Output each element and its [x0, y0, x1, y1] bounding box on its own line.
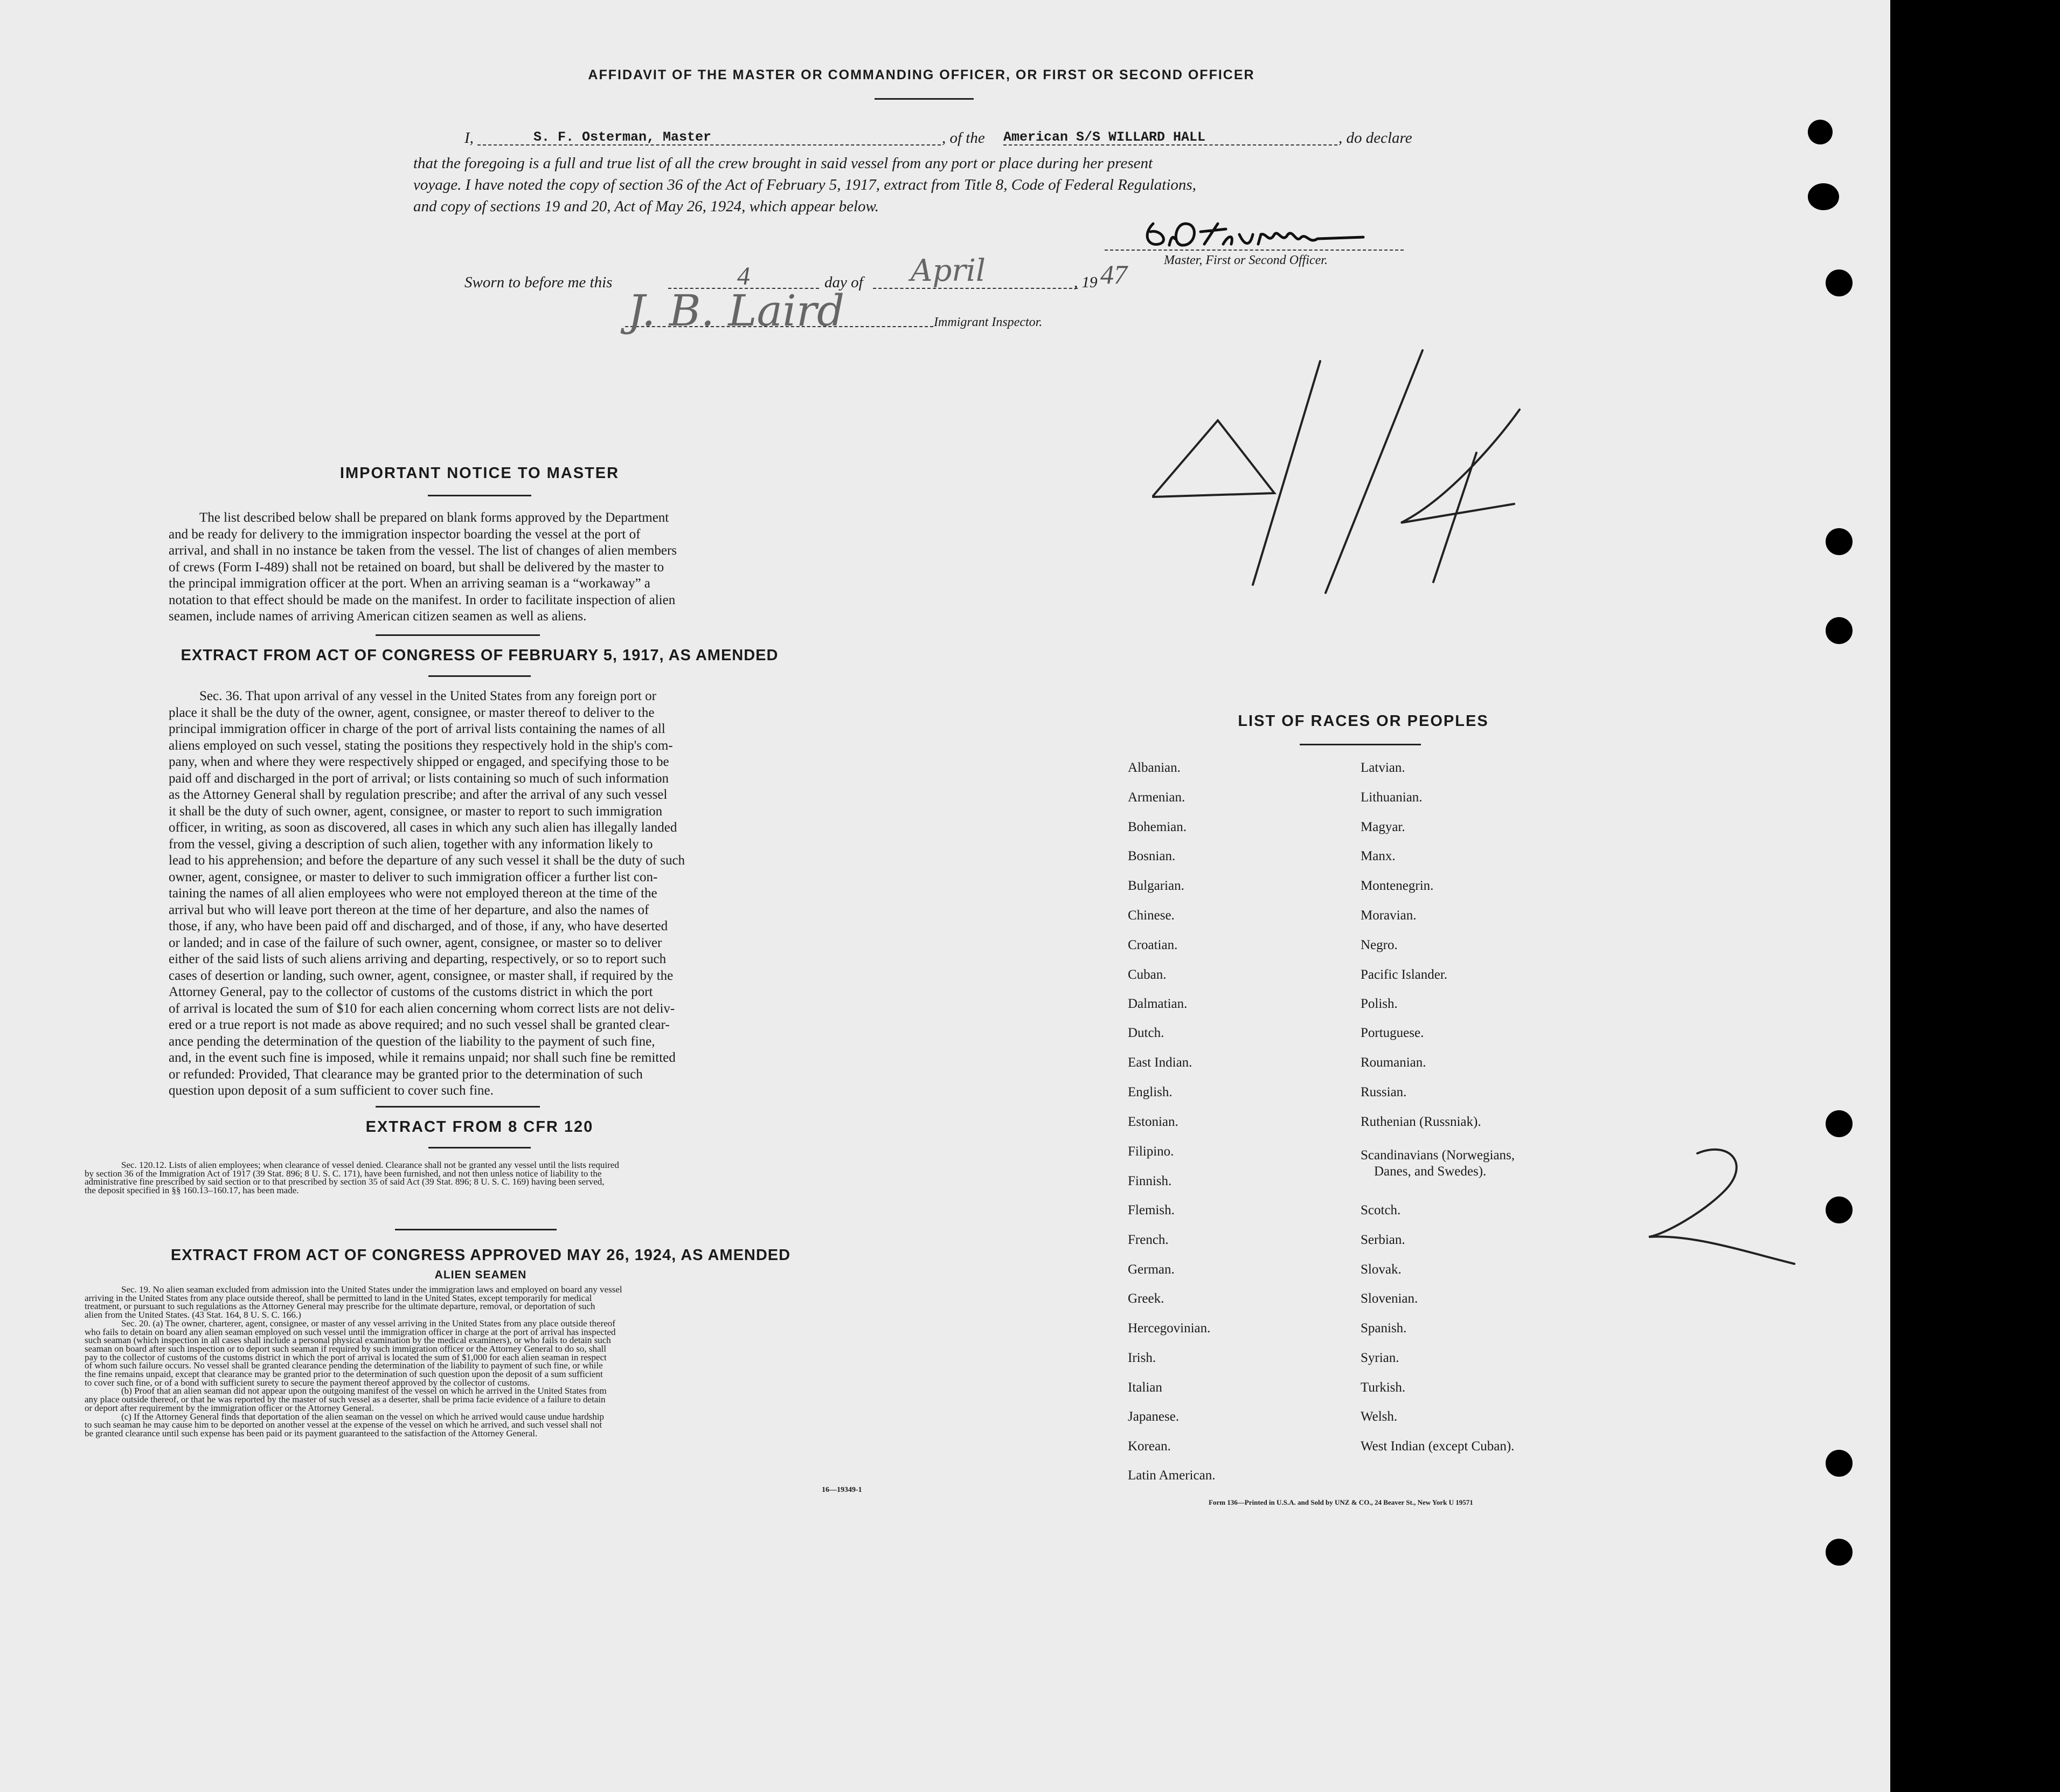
race-left-item: Bulgarian.: [1128, 878, 1184, 893]
race-left-item: Finnish.: [1128, 1174, 1172, 1188]
notice-line: and be ready for delivery to the immigration inspector boarding the vessel at the port of: [169, 527, 641, 542]
extract-1924-line: pay to the collector of customs of the customs district in which the port of arrival is located the sum of $1,000 for each alien seaman in respect: [85, 1352, 607, 1362]
sworn-month-value: April: [911, 253, 986, 288]
race-right-item: Latvian.: [1361, 760, 1405, 775]
race-left-item: East Indian.: [1128, 1055, 1192, 1070]
race-right-item: Turkish.: [1361, 1380, 1406, 1395]
extract-1917-line: place it shall be the duty of the owner, agent, consignee, or master thereof to deliver to the: [169, 705, 655, 720]
extract-cfr-title-rule: [428, 1147, 531, 1148]
inspector-signature: J. B. Laird: [628, 286, 845, 336]
punch-hole: [1826, 617, 1853, 644]
extract-1924-line: (b) Proof that an alien seaman did not appear upon the outgoing manifest of the vessel on which he arrived in the United States from: [121, 1386, 607, 1396]
extract-1917-line: taining the names of all alien employees who were not employed thereon at the time of the: [169, 886, 657, 901]
inspector-caption: Immigrant Inspector.: [934, 315, 1043, 329]
extract-cfr-paragraph: [85, 1161, 877, 1195]
extract-1924-line: Sec. 20. (a) The owner, charterer, agent, consignee, or master of any vessel arriving in the United States from any place outside thereof: [121, 1318, 615, 1329]
extract-1924-subtitle: ALIEN SEAMEN: [434, 1269, 527, 1281]
race-right-item: Spanish.: [1361, 1321, 1407, 1336]
extract-1917-line: it shall be the duty of such owner, agent, consignee, or master to report to such immigration: [169, 804, 663, 819]
extract-1917-title: EXTRACT FROM ACT OF CONGRESS OF FEBRUARY 5, 1917, AS AMENDED: [181, 647, 779, 664]
race-left-item: Flemish.: [1128, 1203, 1175, 1217]
punch-hole: [1826, 269, 1853, 296]
extract-cfr-line: the deposit specified in §§ 160.13–160.17, has been made.: [85, 1185, 299, 1196]
punch-hole: [1826, 1539, 1853, 1566]
extract-1924-line: seaman on board after such inspection or to deport such seaman if required by such immigration officer or the Attorney General to do so, shall: [85, 1343, 606, 1354]
extract-1917-line: aliens employed on such vessel, stating the positions they respectively hold in the ship's com-: [169, 738, 673, 753]
day-of-label: day of: [824, 274, 863, 291]
extract-1924-line: the fine remains unpaid, except that clearance may be granted prior to the determination of such question upon the deposit of a sum sufficient: [85, 1369, 603, 1380]
extract-1917-line: arrival but who will leave port thereon at the time of her departure, and also the names of: [169, 902, 649, 917]
extract-cfr-line: by section 36 of the Immigration Act of 1917 (39 Stat. 896; 8 U. S. C. 171), have been furnished, and not then unless notice of liability to the: [85, 1168, 602, 1179]
affidavit-of-the: , of the: [942, 129, 985, 147]
notice-line: The list described below shall be prepared on blank forms approved by the Department: [199, 510, 669, 525]
race-left-item: Latin American.: [1128, 1468, 1216, 1483]
extract-1924-line: alien from the United States. (43 Stat. 164, 8 U. S. C. 166.): [85, 1310, 301, 1320]
extract-1917-line: as the Attorney General shall by regulation prescribe; and after the arrival of any such vessel: [169, 787, 668, 802]
extract-1924-line: treatment, or pursuant to such regulations as the Attorney General may prescribe for the ultimate departure, removal, or deportation of such: [85, 1301, 595, 1312]
sworn-label: Sworn to before me this: [464, 274, 613, 291]
extract-1924-line: Sec. 19. No alien seaman excluded from admission into the United States under the immigration laws and employed on board any vessel: [121, 1284, 622, 1295]
handwritten-page-number: [1142, 340, 1530, 604]
notice-line: seamen, include names of arriving American citizen seamen as well as aliens.: [169, 609, 587, 624]
extract-1917-line: paid off and discharged in the port of arrival; or lists containing so much of such information: [169, 771, 669, 786]
race-right-item: Slovenian.: [1361, 1291, 1418, 1306]
race-left-item: Irish.: [1128, 1351, 1156, 1365]
extract-1917-title-rule: [428, 675, 531, 677]
race-right-item: Negro.: [1361, 938, 1398, 952]
race-left-item: Estonian.: [1128, 1115, 1178, 1129]
race-left-item: Japanese.: [1128, 1409, 1180, 1424]
race-right-item: Syrian.: [1361, 1351, 1399, 1365]
race-right-item: Portuguese.: [1361, 1026, 1424, 1040]
sworn-year-value: 47: [1100, 259, 1127, 289]
race-left-item: Chinese.: [1128, 908, 1175, 923]
affidavit-line-4: and copy of sections 19 and 20, Act of May 26, 1924, which appear below.: [413, 198, 879, 215]
extract-1917-line: ered or a true report is not made as above required; and no such vessel shall be granted clear-: [169, 1018, 670, 1032]
races-title-rule: [1300, 744, 1421, 745]
punch-hole: [1826, 1196, 1853, 1223]
extract-1917-line: either of the said lists of such aliens arriving and departing, respectively, or so to report such: [169, 952, 667, 966]
extract-1924-line: such seaman (which inspection in all cases shall include a personal physical examination by the medical examiners), or who fails to detain such: [85, 1335, 611, 1346]
race-right-item: Lithuanian.: [1361, 790, 1423, 805]
extract-1917-line: lead to his apprehension; and before the departure of any such vessel it shall be the duty of such: [169, 853, 685, 868]
punch-hole: [1808, 183, 1839, 210]
race-right-item: Magyar.: [1361, 820, 1405, 834]
race-left-item: Greek.: [1128, 1291, 1164, 1306]
race-left-item: English.: [1128, 1085, 1173, 1099]
extract-1917-bottom-rule: [376, 1106, 540, 1108]
extract-1917-line: cases of desertion or landing, such owner, agent, consignee, or master shall, if required by the: [169, 968, 674, 983]
race-right-item: Manx.: [1361, 849, 1396, 863]
race-left-item: Bohemian.: [1128, 820, 1187, 834]
race-left-item: Armenian.: [1128, 790, 1185, 805]
affidavit-line-3: voyage. I have noted the copy of section 36 of the Act of February 5, 1917, extract from Title 8, Code of Federal Regulations,: [413, 176, 1196, 193]
extract-1917-line: pany, when and where they were respectively shipped or engaged, and specifying those to be: [169, 755, 669, 769]
master-caption: Master, First or Second Officer.: [1164, 253, 1328, 267]
race-left-item: Dalmatian.: [1128, 997, 1188, 1011]
extract-cfr-line: Sec. 120.12. Lists of alien employees; when clearance of vessel denied. Clearance shall not be granted any vessel until the lists required: [121, 1160, 619, 1170]
extract-1917-line: owner, agent, consignee, or master to deliver to such immigration officer a further list con-: [169, 869, 658, 884]
race-right-item: Slovak.: [1361, 1262, 1402, 1277]
extract-1924-paragraph: [85, 1285, 877, 1438]
extract-1924-line: (c) If the Attorney General finds that deportation of the alien seaman on the vessel on which he arrived would cause undue hardship: [121, 1411, 604, 1422]
extract-1917-line: and, in the event such fine is imposed, while it remains unpaid; nor shall such fine be remitted: [169, 1050, 676, 1065]
notice-line: of crews (Form I-489) shall not be retained on board, but shall be delivered by the master to: [169, 559, 664, 575]
extract-cfr-line: administrative fine prescribed by said section or to that prescribed by section 35 of said Act (39 Stat. 896; 8 U. S. C. 169) having been served,: [85, 1177, 605, 1187]
race-left-item: Albanian.: [1128, 760, 1181, 775]
race-left-item: Cuban.: [1128, 967, 1167, 982]
extract-1924-line: of whom such failure occurs. No vessel shall be granted clearance pending the determination of the liability to payment of such fine, or while: [85, 1360, 603, 1371]
extract-1924-line: arriving in the United States from any place outside thereof, shall be permitted to land in the United States, except temporarily for medical: [85, 1292, 592, 1303]
race-right-item: Montenegrin.: [1361, 878, 1434, 893]
extract-1917-line: principal immigration officer in charge of the port of arrival lists containing the names of all: [169, 722, 665, 736]
notice-line: the principal immigration officer at the port. When an arriving seaman is a “workaway” a: [169, 576, 650, 591]
race-left-item: German.: [1128, 1262, 1175, 1277]
notice-title: IMPORTANT NOTICE TO MASTER: [339, 465, 620, 482]
race-right-item: Danes, and Swedes).: [1374, 1164, 1487, 1179]
race-left-item: Italian: [1128, 1380, 1162, 1395]
vessel-name-value: American S/S WILLARD HALL: [1003, 129, 1206, 145]
extract-1924-line: be granted clearance until such expense has been paid or its payment guaranteed to the satisfaction of the Attorney General.: [85, 1428, 538, 1438]
race-right-item: Polish.: [1361, 997, 1398, 1011]
handwritten-count: [1638, 1143, 1800, 1267]
race-right-item: Serbian.: [1361, 1233, 1405, 1247]
extract-1917-line: those, if any, who have been paid off and discharged, and of those, if any, who have deserted: [169, 919, 668, 933]
race-left-item: Dutch.: [1128, 1026, 1164, 1040]
race-right-item: Scotch.: [1361, 1203, 1401, 1217]
race-right-item: Pacific Islander.: [1361, 967, 1448, 982]
master-name-value: S. F. Osterman, Master: [533, 129, 712, 145]
race-left-item: Bosnian.: [1128, 849, 1176, 863]
affidavit-line-2: that the foregoing is a full and true list of all the crew brought in said vessel from any port or place during her present: [413, 155, 1153, 172]
race-right-item: Roumanian.: [1361, 1055, 1426, 1070]
race-right-item: Russian.: [1361, 1085, 1407, 1099]
affidavit-do-declare: , do declare: [1338, 129, 1412, 147]
race-left-item: Hercegovinian.: [1128, 1321, 1211, 1336]
extract-1917-line: or refunded: Provided, That clearance may be granted prior to the determination of such: [169, 1067, 643, 1082]
race-left-item: Croatian.: [1128, 938, 1178, 952]
sworn-day-value: 4: [737, 262, 750, 290]
extract-1924-line: to such seaman he may cause him to be deported on another vessel at the expense of the vessel on which he arrived, and such vessel shall not: [85, 1420, 602, 1430]
extract-1917-line: officer, in writing, as soon as discovered, all cases in which any such alien has illegally landed: [169, 820, 677, 835]
printer-footer: Form 136—Printed in U.S.A. and Sold by UNZ & CO., 24 Beaver St., New York U 19571: [1209, 1498, 1473, 1506]
punch-hole: [1826, 1110, 1853, 1137]
race-right-item: Welsh.: [1361, 1409, 1398, 1424]
punch-hole: [1826, 528, 1853, 555]
notice-paragraph: [169, 510, 791, 625]
race-right-item: Scandinavians (Norwegians,: [1361, 1148, 1515, 1163]
extract-1924-title: EXTRACT FROM ACT OF CONGRESS APPROVED MAY 26, 1924, AS AMENDED: [170, 1247, 791, 1264]
punch-hole: [1826, 1450, 1853, 1477]
extract-1917-line: question upon deposit of a sum sufficient to cover such fine.: [169, 1083, 494, 1098]
extract-1917-line: or landed; and in case of the failure of such owner, agent, consignee, or master so to deliver: [169, 935, 662, 950]
notice-title-rule: [428, 495, 531, 496]
year-prefix: , 19: [1074, 274, 1098, 291]
race-right-item: Moravian.: [1361, 908, 1417, 923]
extract-1917-line: of arrival is located the sum of $10 for each alien concerning whom correct lists are not deliv-: [169, 1001, 675, 1016]
notice-line: notation to that effect should be made on the manifest. In order to facilitate inspection of alien: [169, 592, 676, 607]
race-right-item: Ruthenian (Russniak).: [1361, 1115, 1481, 1129]
race-left-item: Korean.: [1128, 1439, 1171, 1454]
races-title: LIST OF RACES OR PEOPLES: [1238, 712, 1489, 730]
extract-1917-paragraph: [169, 688, 791, 1099]
race-left-item: Filipino.: [1128, 1144, 1174, 1159]
extract-1924-line: or deport after requirement by the immigration officer or the Attorney General.: [85, 1402, 374, 1413]
notice-line: arrival, and shall in no instance be taken from the vessel. The list of changes of alien members: [169, 543, 677, 558]
extract-1917-line: ance pending the determination of the question of the liability to the payment of such fine,: [169, 1034, 655, 1049]
extract-1917-line: from the vessel, giving a description of such alien, together with any information likely to: [169, 836, 653, 852]
extract-1924-line: who fails to detain on board any alien seaman employed on such vessel until the immigration officer in charge at the port of arrival has inspected: [85, 1326, 616, 1337]
extract-1924-line: to cover such fine, or of a bond with sufficient surety to secure the payment thereof approved by the collector of customs.: [85, 1377, 530, 1388]
notice-bottom-rule: [376, 634, 540, 636]
affidavit-title: AFFIDAVIT OF THE MASTER OR COMMANDING OFFICER, OR FIRST OR SECOND OFFICER: [588, 67, 1255, 82]
extract-1924-line: any place outside thereof, or that he was reported by the master of such vessel as a deserter, shall be prima facie evidence of a failure to detain: [85, 1394, 606, 1405]
extract-cfr-title: EXTRACT FROM 8 CFR 120: [365, 1118, 594, 1136]
affidavit-i-label: I,: [464, 129, 474, 147]
extract-cfr-bottom-rule: [395, 1229, 557, 1230]
form-code: 16—19349-1: [822, 1486, 862, 1494]
race-left-item: French.: [1128, 1233, 1169, 1247]
extract-1917-line: Sec. 36. That upon arrival of any vessel in the United States from any foreign port or: [199, 689, 656, 703]
race-right-item: West Indian (except Cuban).: [1361, 1439, 1515, 1454]
extract-1917-line: Attorney General, pay to the collector of customs of the customs district in which the port: [169, 985, 653, 999]
master-signature: [1137, 213, 1369, 256]
punch-hole: [1808, 120, 1833, 144]
affidavit-title-rule: [875, 98, 974, 100]
